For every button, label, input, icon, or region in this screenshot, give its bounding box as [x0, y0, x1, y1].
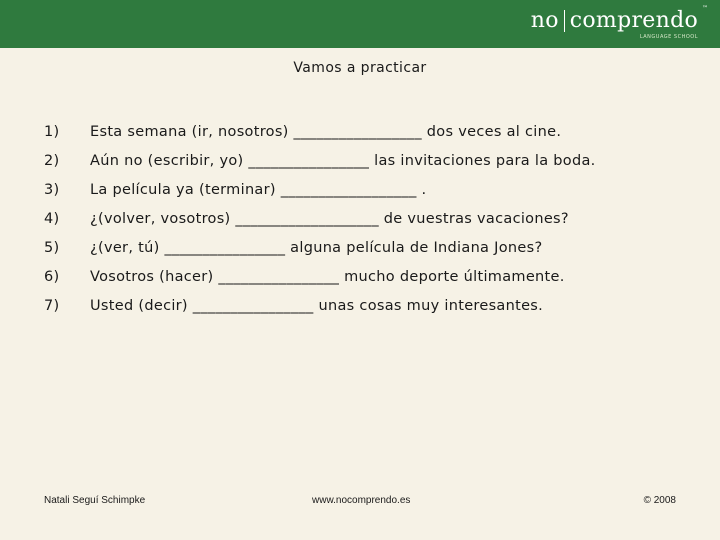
exercise-number: 5): [44, 240, 60, 256]
exercise-text: ¿(volver, vosotros) ___________________ de vuestras vacaciones?: [90, 211, 569, 227]
footer-author: Natali Seguí Schimpke: [44, 495, 146, 506]
exercise-text: Usted (decir) ________________ unas cosas muy interesantes.: [90, 298, 544, 314]
exercise-text: La película ya (terminar) __________________ .: [90, 182, 427, 198]
exercise-text: Aún no (escribir, yo) ________________ las invitaciones para la boda.: [90, 153, 596, 169]
brand-tagline: LANGUAGE SCHOOL: [639, 34, 698, 40]
exercise-text: Esta semana (ir, nosotros) _________________ dos veces al cine.: [90, 124, 562, 140]
page-title: Vamos a practicar: [293, 60, 427, 76]
exercise-item: [44, 182, 596, 211]
exercise-number: 4): [44, 211, 60, 227]
brand-logo: [530, 5, 708, 40]
brand-trademark: ™: [702, 5, 708, 12]
exercise-list: [44, 124, 596, 327]
exercise-item: [44, 124, 596, 153]
footer-copyright: © 2008: [643, 495, 676, 506]
exercise-item: [44, 153, 596, 182]
exercise-item: [44, 211, 596, 240]
exercise-text: ¿(ver, tú) ________________ alguna película de Indiana Jones?: [90, 240, 543, 256]
exercise-item: [44, 269, 596, 298]
exercise-number: 6): [44, 269, 60, 285]
footer-website: www.nocomprendo.es: [312, 495, 411, 506]
brand-logo-left: no: [530, 8, 559, 33]
exercise-item: [44, 240, 596, 269]
exercise-text: Vosotros (hacer) ________________ mucho deporte últimamente.: [90, 269, 565, 285]
exercise-number: 2): [44, 153, 60, 169]
brand-logo-divider: [564, 10, 565, 32]
exercise-number: 7): [44, 298, 60, 314]
exercise-number: 1): [44, 124, 60, 140]
brand-logo-right: comprendo: [569, 8, 698, 33]
exercise-number: 3): [44, 182, 60, 198]
header-bar: [0, 0, 720, 48]
exercise-item: [44, 298, 596, 327]
